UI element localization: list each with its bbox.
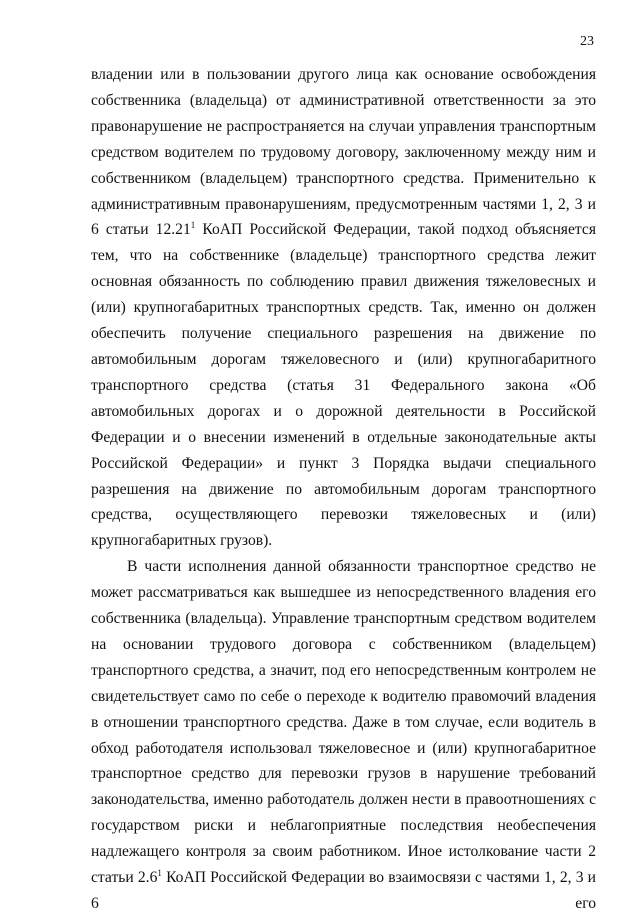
paragraph-2 [91,554,596,917]
document-body [91,62,596,917]
paragraph-1 [91,62,596,554]
page-number: 23 [580,34,594,49]
paragraph-2-text-a: В части исполнения данной обязанности транспортное средство не может рассматриваться как вышедшее из непосредственного владения его собственника (владельца). Управление транспортным средством водителем на основании трудового договора с собственником (владельцем) транспортного средства, а значит, под его непосредственным контролем не свидетельствует само по себе о переходе к водителю правомочий владения в отношении транспортного средства. Даже в том случае, если водитель в обход работодателя использовал тяжеловесное и (или) крупногабаритное транспортное средство для перевозки грузов в нарушение требований законодательства, именно работодатель должен нести в правоотношениях с государством риски и неблагоприятные последствия необеспечения надлежащего контроля за своим работником. Иное истолкование части 2 статьи 2.6 [91,558,596,887]
paragraph-1-text-a: владении или в пользовании другого лица как основание освобождения собственника (владельца) от административной ответственности за это правонарушение не распространяется на случаи управления транспортным средством водителем по трудовому договору, заключенному между ним и собственником (владельцем) транспортного средства. Применительно к административным правонарушениям, предусмотренным частями 1, 2, 3 и 6 статьи 12.21 [91,66,596,239]
superscript-marker: 1 [157,867,162,878]
superscript-marker: 1 [190,220,196,231]
paragraph-1-text-b: КоАП Российской Федерации, такой подход объясняется тем, что на собственнике (владельце) транспортного средства лежит основная обязанность по соблюдению правил движения тяжеловесных и (или) крупногабаритных транспортных средств. Так, именно он должен обеспечить получение специального разрешения на движение по автомобильным дорогам тяжеловесного и (или) крупногабаритного транспортного средства (статья 31 Федерального закона «Об автомобильных дорогах и о дорожной деятельности в Российской Федерации и о внесении изменений в отдельные законодательные акты Российской Федерации» и пункт 3 Порядка выдачи специального разрешения на движение по автомобильным дорогам транспортного средства, осуществляющего перевозки тяжеловесных и (или) крупногабаритных грузов). [91,221,596,550]
paragraph-2-text-b: КоАП Российской Федерации во взаимосвязи с частями 1, 2, 3 и 6 его [91,869,597,912]
